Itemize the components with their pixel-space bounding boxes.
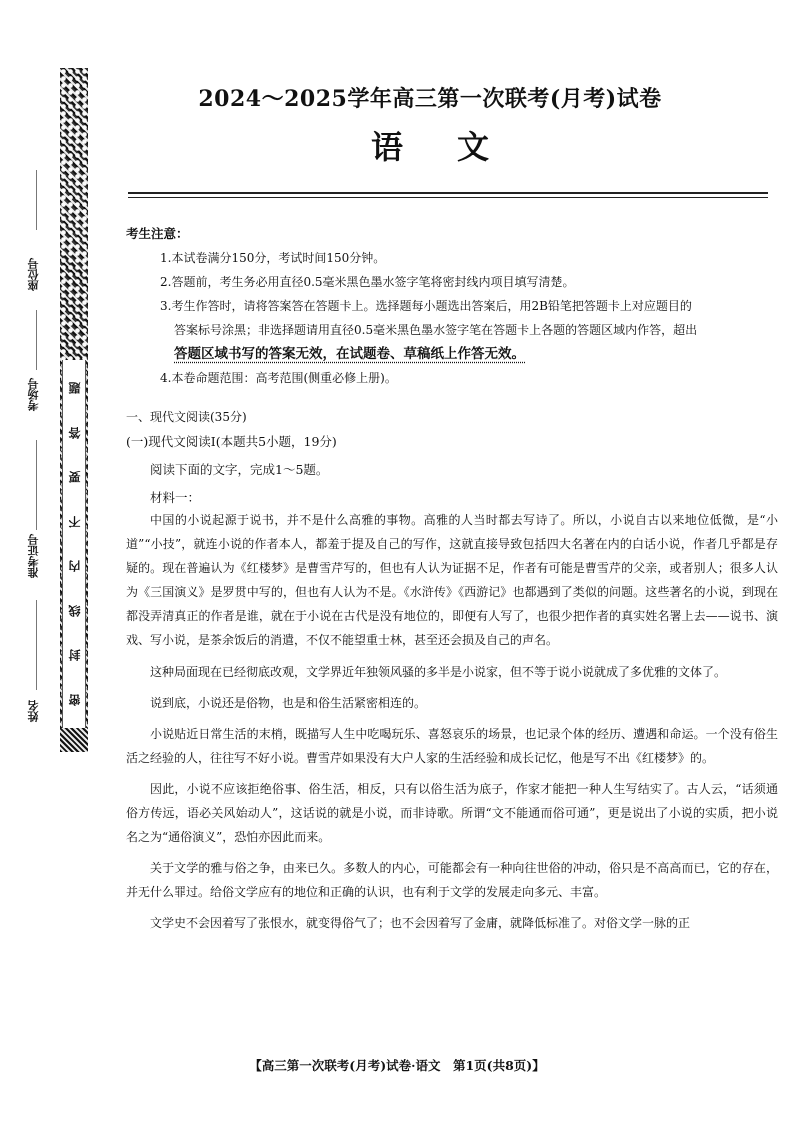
material-label: 材料一： bbox=[150, 490, 201, 505]
seal-char: 不 bbox=[67, 515, 82, 528]
exam-room-label: 考场号 bbox=[27, 378, 40, 411]
admission-number-label: 准考证号 bbox=[27, 534, 40, 578]
passage-paragraph: 中国的小说起源于说书，并不是什么高雅的事物。高雅的人当时都去写诗了。所以，小说自古以来地位低微，是“小道”“小技”，就连小说的作者本人，都羞于提及自己的写作，这就直接导致包括四大名著在内的白话小说，作者几乎都是存疑的。现在普遍认为《红楼梦》是曹雪芹写的，但也有人认为证据不足，作者有可能是曹雪芹的父亲，或者别人；很多人认为《三国演义》是罗贯中写的，但也有人认为不是。《水浒传》《西游记》也都遇到了类似的问题。这些著名的小说，到现在都没弄清真正的作者是谁，就在于小说在古代是没有地位的，即便有人写了，也很少把作者的真实姓名署上去——说书、演戏、写小说，是茶余饭后的消遣，不仅不能望重士林，甚至还会损及自己的声名。 bbox=[126, 513, 778, 648]
passage-paragraph: 文学史不会因着写了张恨水，就变得俗气了；也不会因着写了金庸，就降低标准了。对俗文学一脉的正 bbox=[150, 916, 691, 931]
passage-paragraph: 小说贴近日常生活的末梢，既描写人生中吃喝玩乐、喜怒哀乐的场景，也记录个体的经历、遭遇和命运。一个没有俗生活之经验的人，往往写不好小说。曹雪芹如果没有大户人家的生活经验和成长记忆，他是写不出《红楼梦》的。 bbox=[126, 726, 778, 765]
section-heading: 一、现代文阅读(35分) bbox=[126, 410, 247, 424]
candidate-notice bbox=[126, 222, 776, 390]
seal-char: 题 bbox=[67, 382, 82, 394]
subsection-heading: (一)现代文阅读Ⅰ(本题共5小题，19分) bbox=[126, 434, 337, 449]
seal-char: 答 bbox=[67, 426, 82, 439]
notice-item: 3.考生作答时，请将答案答在答题卡上。选择题每小题选出答案后，用2B铅笔把答题卡上对应题目的 bbox=[160, 299, 692, 313]
seal-line-column bbox=[62, 360, 86, 728]
notice-item: 4.本卷命题范围：高考范围(侧重必修上册)。 bbox=[160, 371, 397, 385]
notice-emphasis: 答题区域书写的答案无效，在试题卷、草稿纸上作答无效。 bbox=[174, 346, 525, 362]
notice-item: 1.本试卷满分150分，考试时间150分钟。 bbox=[160, 251, 386, 265]
seat-number-label: 座位号 bbox=[27, 258, 40, 291]
seal-char: 封 bbox=[67, 649, 82, 662]
notice-item-continuation: 答案标号涂黑；非选择题请用直径0.5毫米黑色墨水签字笔在答题卡上各题的答题区域内作答，超出 bbox=[174, 323, 698, 337]
page-footer: 【高三第一次联考(月考)试卷·语文 第1页(共8页)】 bbox=[249, 1058, 545, 1073]
seal-char: 要 bbox=[67, 471, 82, 484]
admission-field-line bbox=[36, 440, 37, 530]
binding-pattern-strip-bottom bbox=[60, 728, 88, 752]
passage-paragraph: 关于文学的雅与俗之争，由来已久。多数人的内心，可能都会有一种向往世俗的冲动，俗只是不高高而已，它的存在，并无什么罪过。给俗文学应有的地位和正确的认识，也有利于文学的发展走向多元、丰富。 bbox=[126, 861, 778, 900]
name-field-line bbox=[36, 600, 37, 690]
notice-heading: 考生注意： bbox=[126, 226, 189, 241]
exam-title: 2024～2025学年高三第一次联考(月考)试卷 bbox=[198, 86, 662, 112]
notice-emphasis-line bbox=[126, 342, 776, 366]
seal-char: 密 bbox=[67, 693, 82, 706]
seal-char: 内 bbox=[67, 560, 82, 573]
passage-paragraph: 这种局面现在已经彻底改观，文学界近年独领风骚的多半是小说家，但不等于说小说就成了多优雅的文体了。 bbox=[150, 664, 727, 679]
header-rule-thick bbox=[128, 192, 768, 194]
passage-paragraph: 说到底，小说还是俗物，也是和俗生活紧密相连的。 bbox=[150, 695, 427, 710]
passage-paragraph: 因此，小说不应该拒绝俗事、俗生活，相反，只有以俗生活为底子，作家才能把一种人生写结实了。古人云，“话须通俗方传远，语必关风始动人”，这话说的就是小说，而非诗歌。所谓“文不能通而俗可通”，更是说出了小说的实质，把小说名之为“通俗演义”，恐怕亦因此而来。 bbox=[126, 781, 778, 845]
name-label: 姓名 bbox=[27, 700, 40, 722]
passage-body bbox=[126, 508, 778, 943]
header-rule-thin bbox=[128, 197, 768, 198]
notice-item: 2.答题前，考生务必用直径0.5毫米黑色墨水签字笔将密封线内项目填写清楚。 bbox=[160, 275, 575, 289]
reading-instruction: 阅读下面的文字，完成1～5题。 bbox=[150, 462, 329, 477]
seat-field-line bbox=[36, 170, 37, 230]
subject-title: 语文 bbox=[370, 128, 543, 166]
seal-char: 线 bbox=[67, 604, 82, 617]
exam-room-field-line bbox=[36, 310, 37, 370]
